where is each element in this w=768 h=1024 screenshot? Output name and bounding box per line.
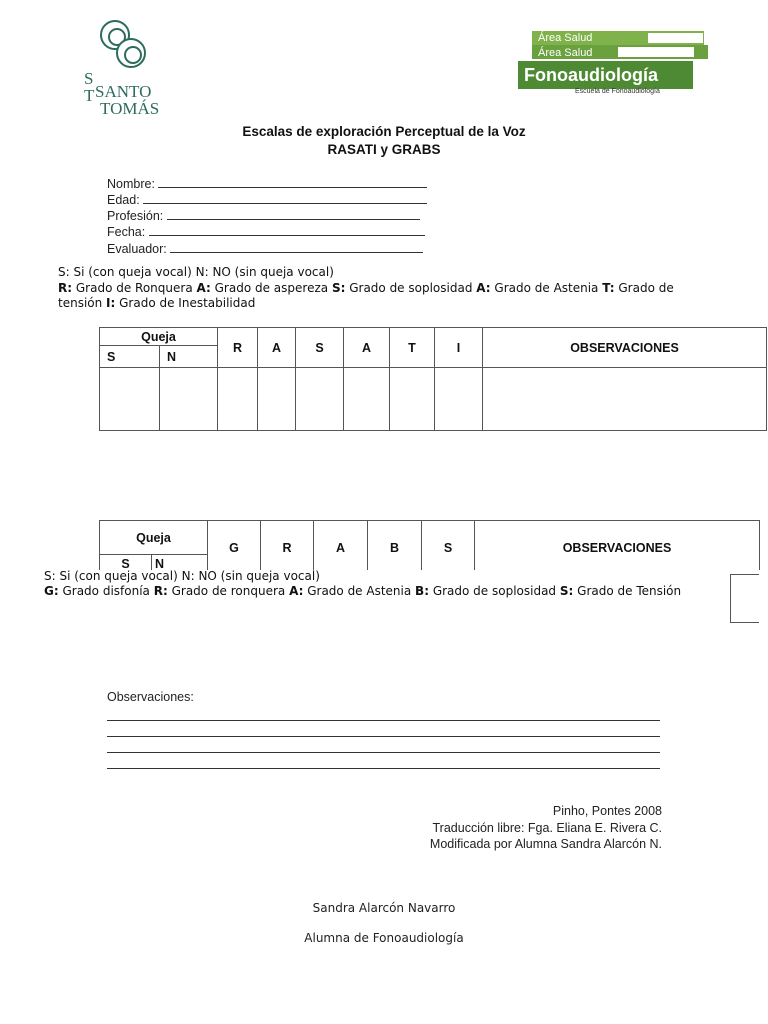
col-n-queja: N	[152, 555, 208, 571]
logo-area-salud: Área Salud	[538, 47, 593, 59]
logo-santo: SANTO	[95, 82, 152, 101]
cell-r[interactable]	[218, 368, 258, 431]
legend-queja: S: Si (con queja vocal) N: NO (sin queja vocal)	[44, 569, 320, 583]
logo-letter-s: S	[84, 69, 94, 88]
observaciones-header: OBSERVACIONES	[483, 328, 767, 368]
col-i: I	[435, 328, 483, 368]
col-t: T	[390, 328, 435, 368]
legend-queja: S: Si (con queja vocal) N: NO (sin queja vocal)	[58, 265, 334, 279]
credit-source: Pinho, Pontes 2008	[552, 804, 662, 818]
field-evaluador-label: Evaluador:	[107, 242, 167, 256]
field-nombre-label: Nombre:	[107, 177, 155, 191]
col-n-queja: N	[160, 346, 218, 368]
field-nombre-line[interactable]	[158, 176, 427, 188]
field-evaluador-line[interactable]	[170, 241, 423, 253]
field-fecha-label: Fecha:	[107, 225, 146, 239]
field-profesion[interactable]	[107, 208, 420, 224]
observaciones-line[interactable]	[107, 752, 660, 753]
rasati-table	[99, 327, 767, 431]
observaciones-header: OBSERVACIONES	[475, 521, 760, 571]
cell-i[interactable]	[435, 368, 483, 431]
col-s-queja: S	[100, 555, 152, 571]
field-edad-label: Edad:	[107, 193, 140, 207]
col-s: S	[422, 521, 475, 571]
observaciones-line[interactable]	[107, 720, 660, 721]
logo-letter-t: T	[84, 86, 95, 105]
santo-tomas-logo	[82, 20, 192, 125]
page-title: Escalas de exploración Perceptual de la Voz	[242, 124, 526, 139]
grabs-table-clip	[99, 520, 760, 570]
grabs-table	[99, 520, 760, 570]
logo-bar-gap	[648, 33, 703, 43]
logo-bar-gap	[618, 47, 694, 57]
credit-translation: Traducción libre: Fga. Eliana E. Rivera C.	[432, 821, 662, 835]
page-subtitle: RASATI y GRABS	[327, 142, 441, 157]
legend-rasati: R: Grado de Ronquera A: Grado de aspereza S: Grado de soplosidad A: Grado de Astenia T: Grado de	[58, 281, 674, 295]
table-border-fragment	[730, 574, 759, 575]
cell-s[interactable]	[100, 368, 160, 431]
observaciones-line[interactable]	[107, 768, 660, 769]
logo-fonoaudiologia: Fonoaudiología	[524, 65, 658, 85]
logo-escuela: Escuela de Fonoaudiología	[575, 88, 660, 95]
legend-grabs: G: Grado disfonía R: Grado de ronquera A: Grado de Astenia B: Grado de soplosidad S: Grado de Tensión	[44, 584, 682, 598]
cell-a[interactable]	[344, 368, 390, 431]
field-edad[interactable]	[107, 192, 427, 208]
col-a: A	[258, 328, 296, 368]
logo-area-salud: Área Salud	[538, 32, 593, 44]
field-fecha[interactable]	[107, 224, 425, 240]
field-profesion-label: Profesión:	[107, 209, 164, 223]
credit-modified: Modificada por Alumna Sandra Alarcón N.	[429, 837, 662, 851]
field-nombre[interactable]	[107, 176, 427, 192]
logo-tomas: TOMÁS	[100, 99, 160, 118]
legend-rasati-cont: tensión I: Grado de Inestabilidad	[58, 296, 256, 310]
col-g: G	[208, 521, 261, 571]
col-b: B	[368, 521, 422, 571]
queja-header: Queja	[100, 328, 218, 346]
table-border-fragment	[730, 622, 759, 623]
author-role: Alumna de Fonoaudiología	[304, 931, 464, 945]
col-a: A	[314, 521, 368, 571]
col-s: S	[296, 328, 344, 368]
cell-a[interactable]	[258, 368, 296, 431]
field-profesion-line[interactable]	[167, 208, 420, 220]
field-edad-line[interactable]	[143, 192, 427, 204]
cell-n[interactable]	[160, 368, 218, 431]
seal-icon	[116, 38, 146, 68]
cell-t[interactable]	[390, 368, 435, 431]
col-s-queja: S	[100, 346, 160, 368]
observaciones-line[interactable]	[107, 736, 660, 737]
col-r: R	[218, 328, 258, 368]
queja-header: Queja	[100, 521, 208, 555]
field-evaluador[interactable]	[107, 241, 423, 257]
cell-s[interactable]	[296, 368, 344, 431]
col-a: A	[344, 328, 390, 368]
author-name: Sandra Alarcón Navarro	[312, 901, 456, 915]
fonoaudiologia-logo	[518, 31, 708, 99]
observaciones-label: Observaciones:	[107, 690, 194, 704]
table-border-fragment	[730, 574, 731, 622]
cell-observaciones[interactable]	[483, 368, 767, 431]
col-r: R	[261, 521, 314, 571]
field-fecha-line[interactable]	[149, 224, 425, 236]
